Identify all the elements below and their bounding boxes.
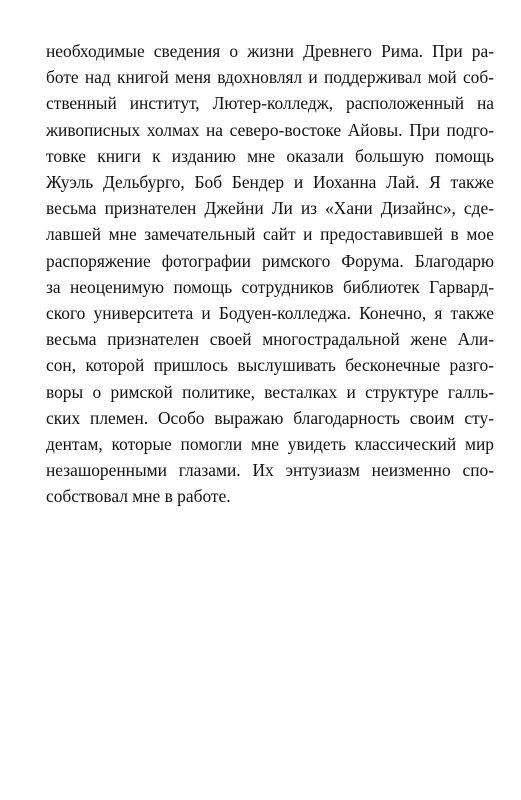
text-line: лавшей мне замечательный сайт и предоставившей в мое [46,224,494,245]
text-line: воры о римской политике, весталках и структуре галль- [46,381,494,402]
text-line: распоряжение фотографии римского Форума. Благодарю [46,250,494,271]
body-text [46,38,494,510]
text-line: ских племен. Особо выражаю благодарность своим сту- [46,407,494,428]
text-line: Жуэль Дельбурго, Боб Бендер и Иоханна Лай. Я также [46,172,494,193]
text-line: ского университета и Бодуен-колледжа. Конечно, я также [46,303,494,324]
text-line: сон, которой пришлось выслушивать бесконечные разго- [46,355,494,376]
text-line: необходимые сведения о жизни Древнего Рима. При ра- [46,41,494,61]
text-line: дентам, которые помогли мне увидеть классический мир [46,434,494,455]
text-line: весьма признателен Джейни Ли из «Хани Дизайнс», сде- [46,198,494,219]
text-line: боте над книгой меня вдохновлял и поддерживал мой соб- [46,67,494,88]
text-line: живописных холмах на северо-востоке Айовы. При подго- [46,119,494,140]
text-line: ственный институт, Лютер-колледж, расположенный на [46,93,494,114]
text-line-last: собствовал мне в работе. [46,486,231,507]
text-line: весьма признателен своей многострадальной жене Али- [46,329,494,350]
text-line: товке книги к изданию мне оказали большую помощь [46,145,494,166]
text-line: за неоценимую помощь сотрудников библиотек Гарвард- [46,276,494,297]
text-line: незашоренными глазами. Их энтузиазм неизменно спо- [46,460,494,481]
